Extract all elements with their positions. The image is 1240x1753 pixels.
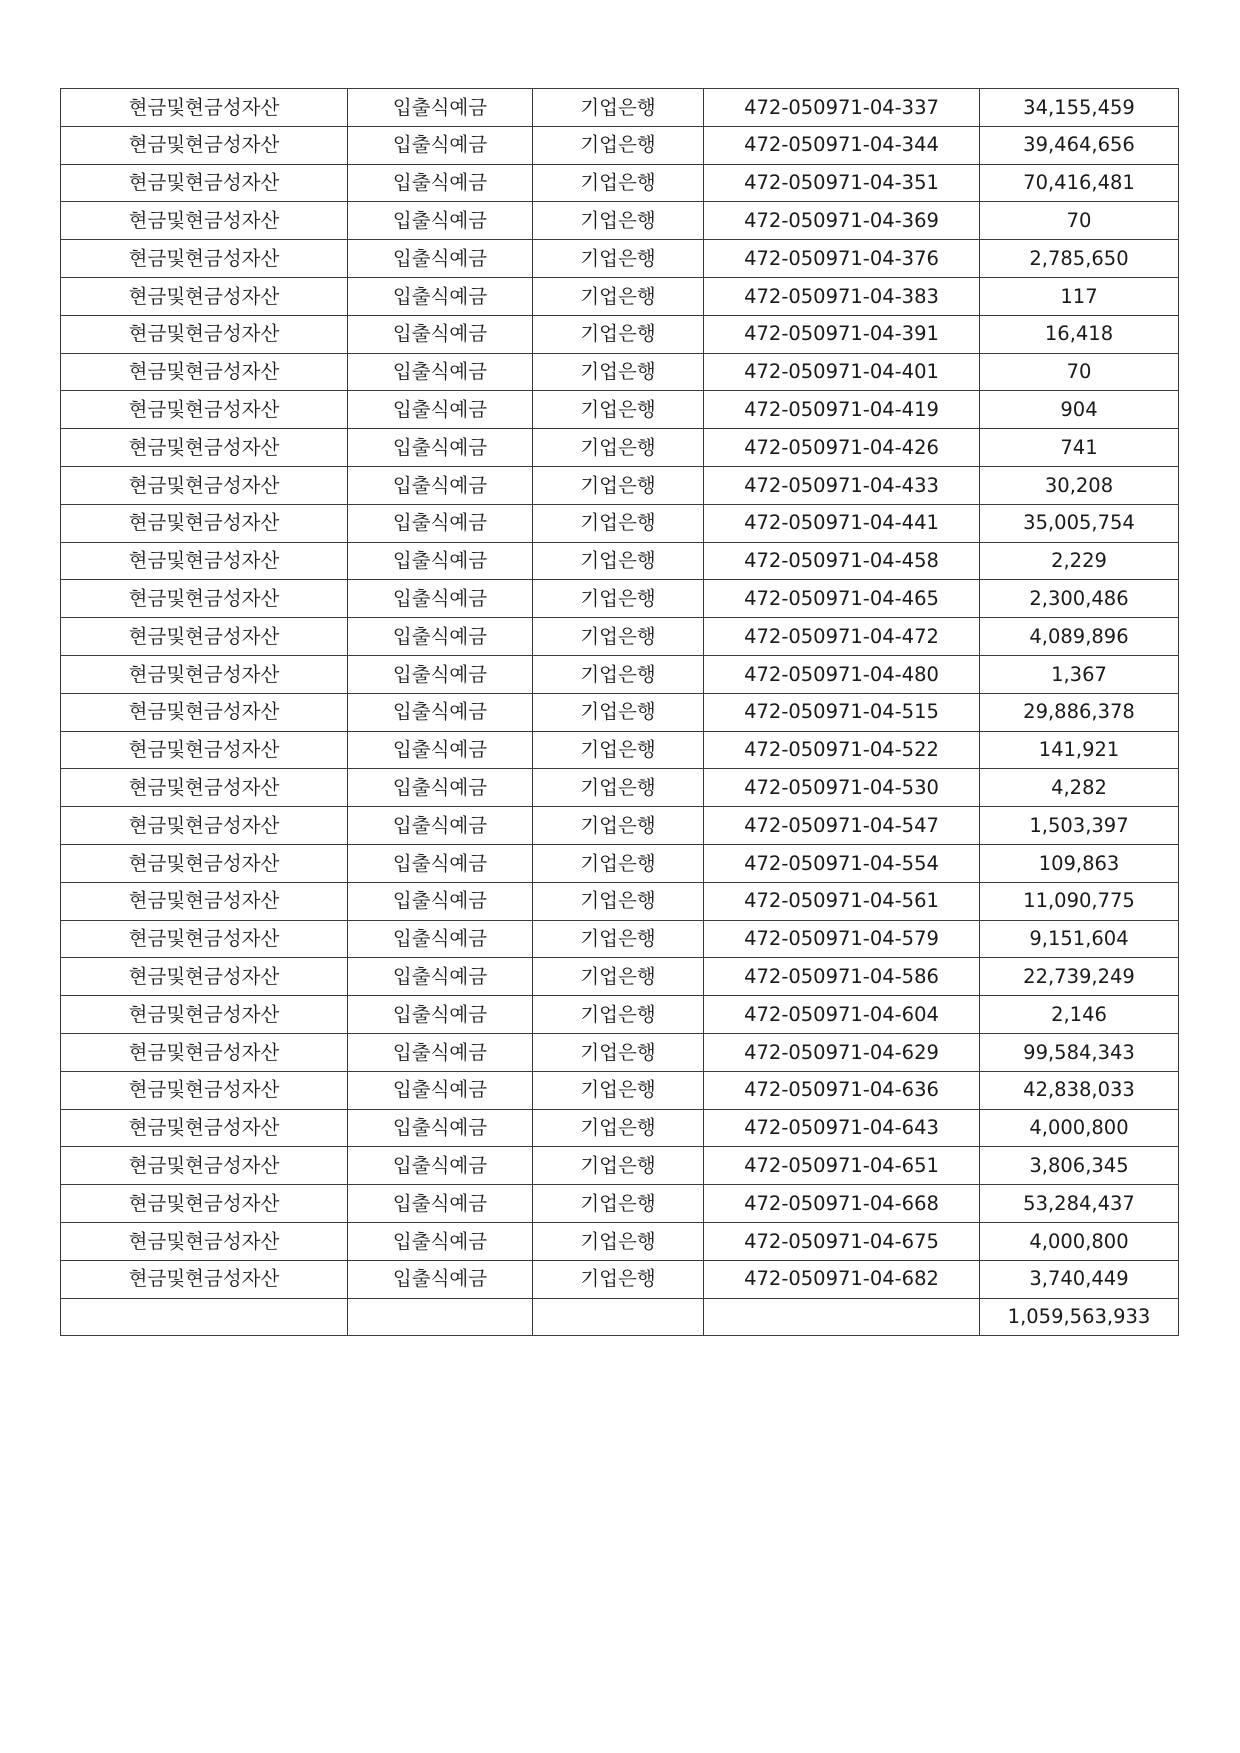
balance-cell: 4,089,896: [980, 618, 1179, 656]
deposit-type-cell: 입출식예금: [348, 1185, 533, 1223]
deposit-type-cell: 입출식예금: [348, 315, 533, 353]
account-number-cell: 472-050971-04-643: [704, 1109, 980, 1147]
account-category-cell: 현금및현금성자산: [61, 580, 348, 618]
table-row: [61, 1071, 1179, 1109]
balance-cell: 22,739,249: [980, 958, 1179, 996]
account-number-cell: 472-050971-04-344: [704, 126, 980, 164]
account-number-cell: 472-050971-04-586: [704, 958, 980, 996]
bank-name-cell: 기업은행: [533, 769, 704, 807]
deposit-type-cell: 입출식예금: [348, 542, 533, 580]
deposit-type-cell: 입출식예금: [348, 1109, 533, 1147]
balance-cell: 141,921: [980, 731, 1179, 769]
balance-cell: 1,367: [980, 655, 1179, 693]
account-category-cell: 현금및현금성자산: [61, 958, 348, 996]
balance-cell: 1,503,397: [980, 807, 1179, 845]
account-category-cell: 현금및현금성자산: [61, 466, 348, 504]
table-row: [61, 807, 1179, 845]
account-category-cell: 현금및현금성자산: [61, 655, 348, 693]
table-row: [61, 240, 1179, 278]
table-row: [61, 693, 1179, 731]
bank-name-cell: 기업은행: [533, 126, 704, 164]
account-category-cell: 현금및현금성자산: [61, 920, 348, 958]
table-row: [61, 958, 1179, 996]
account-category-cell: 현금및현금성자산: [61, 693, 348, 731]
account-number-cell: 472-050971-04-369: [704, 202, 980, 240]
deposit-type-cell: 입출식예금: [348, 996, 533, 1034]
deposit-type-cell: 입출식예금: [348, 807, 533, 845]
balance-cell: 3,806,345: [980, 1147, 1179, 1185]
table-row: [61, 580, 1179, 618]
account-category-cell: 현금및현금성자산: [61, 202, 348, 240]
table-row: [61, 164, 1179, 202]
bank-name-cell: 기업은행: [533, 89, 704, 127]
account-number-cell: 472-050971-04-480: [704, 655, 980, 693]
table-row: [61, 731, 1179, 769]
deposit-type-cell: 입출식예금: [348, 466, 533, 504]
total-empty-cell: [704, 1298, 980, 1336]
balance-cell: 2,229: [980, 542, 1179, 580]
balance-cell: 99,584,343: [980, 1033, 1179, 1071]
account-number-cell: 472-050971-04-636: [704, 1071, 980, 1109]
deposit-type-cell: 입출식예금: [348, 353, 533, 391]
account-category-cell: 현금및현금성자산: [61, 240, 348, 278]
bank-name-cell: 기업은행: [533, 353, 704, 391]
deposit-type-cell: 입출식예금: [348, 429, 533, 467]
account-category-cell: 현금및현금성자산: [61, 1222, 348, 1260]
account-number-cell: 472-050971-04-433: [704, 466, 980, 504]
balance-cell: 109,863: [980, 844, 1179, 882]
account-number-cell: 472-050971-04-668: [704, 1185, 980, 1223]
bank-name-cell: 기업은행: [533, 655, 704, 693]
bank-name-cell: 기업은행: [533, 731, 704, 769]
balance-cell: 35,005,754: [980, 504, 1179, 542]
account-number-cell: 472-050971-04-547: [704, 807, 980, 845]
table-row: [61, 353, 1179, 391]
total-balance-cell: 1,059,563,933: [980, 1298, 1179, 1336]
balance-cell: 42,838,033: [980, 1071, 1179, 1109]
deposit-type-cell: 입출식예금: [348, 731, 533, 769]
bank-name-cell: 기업은행: [533, 1222, 704, 1260]
table-row: [61, 466, 1179, 504]
account-category-cell: 현금및현금성자산: [61, 807, 348, 845]
account-balance-table: [60, 88, 1179, 1336]
bank-name-cell: 기업은행: [533, 542, 704, 580]
bank-name-cell: 기업은행: [533, 277, 704, 315]
balance-cell: 34,155,459: [980, 89, 1179, 127]
deposit-type-cell: 입출식예금: [348, 164, 533, 202]
account-number-cell: 472-050971-04-561: [704, 882, 980, 920]
table-row: [61, 429, 1179, 467]
balance-cell: 2,300,486: [980, 580, 1179, 618]
bank-name-cell: 기업은행: [533, 1185, 704, 1223]
account-number-cell: 472-050971-04-458: [704, 542, 980, 580]
bank-name-cell: 기업은행: [533, 202, 704, 240]
account-number-cell: 472-050971-04-579: [704, 920, 980, 958]
bank-name-cell: 기업은행: [533, 920, 704, 958]
account-category-cell: 현금및현금성자산: [61, 769, 348, 807]
bank-name-cell: 기업은행: [533, 1109, 704, 1147]
account-category-cell: 현금및현금성자산: [61, 391, 348, 429]
bank-name-cell: 기업은행: [533, 504, 704, 542]
bank-name-cell: 기업은행: [533, 1147, 704, 1185]
deposit-type-cell: 입출식예금: [348, 958, 533, 996]
bank-name-cell: 기업은행: [533, 580, 704, 618]
account-number-cell: 472-050971-04-383: [704, 277, 980, 315]
table-row: [61, 1033, 1179, 1071]
total-empty-cell: [533, 1298, 704, 1336]
account-category-cell: 현금및현금성자산: [61, 1033, 348, 1071]
balance-cell: 2,146: [980, 996, 1179, 1034]
account-category-cell: 현금및현금성자산: [61, 1260, 348, 1298]
account-category-cell: 현금및현금성자산: [61, 844, 348, 882]
bank-name-cell: 기업은행: [533, 164, 704, 202]
balance-cell: 70: [980, 353, 1179, 391]
table-row: [61, 202, 1179, 240]
balance-cell: 16,418: [980, 315, 1179, 353]
table-row: [61, 1185, 1179, 1223]
account-number-cell: 472-050971-04-682: [704, 1260, 980, 1298]
table-row: [61, 315, 1179, 353]
deposit-type-cell: 입출식예금: [348, 391, 533, 429]
table-row: [61, 920, 1179, 958]
account-category-cell: 현금및현금성자산: [61, 353, 348, 391]
balance-cell: 4,282: [980, 769, 1179, 807]
table-row: [61, 655, 1179, 693]
balance-cell: 11,090,775: [980, 882, 1179, 920]
account-number-cell: 472-050971-04-419: [704, 391, 980, 429]
deposit-type-cell: 입출식예금: [348, 920, 533, 958]
table-row: [61, 89, 1179, 127]
balance-cell: 2,785,650: [980, 240, 1179, 278]
account-category-cell: 현금및현금성자산: [61, 277, 348, 315]
balance-cell: 70,416,481: [980, 164, 1179, 202]
account-category-cell: 현금및현금성자산: [61, 731, 348, 769]
table-row: [61, 996, 1179, 1034]
bank-name-cell: 기업은행: [533, 996, 704, 1034]
balance-cell: 9,151,604: [980, 920, 1179, 958]
account-category-cell: 현금및현금성자산: [61, 126, 348, 164]
account-category-cell: 현금및현금성자산: [61, 315, 348, 353]
balance-cell: 4,000,800: [980, 1222, 1179, 1260]
total-empty-cell: [61, 1298, 348, 1336]
balance-cell: 53,284,437: [980, 1185, 1179, 1223]
bank-name-cell: 기업은행: [533, 618, 704, 656]
account-category-cell: 현금및현금성자산: [61, 618, 348, 656]
account-number-cell: 472-050971-04-401: [704, 353, 980, 391]
account-number-cell: 472-050971-04-472: [704, 618, 980, 656]
account-category-cell: 현금및현금성자산: [61, 542, 348, 580]
account-number-cell: 472-050971-04-530: [704, 769, 980, 807]
account-number-cell: 472-050971-04-376: [704, 240, 980, 278]
bank-name-cell: 기업은행: [533, 240, 704, 278]
table-row: [61, 126, 1179, 164]
bank-name-cell: 기업은행: [533, 1071, 704, 1109]
account-number-cell: 472-050971-04-337: [704, 89, 980, 127]
balance-cell: 4,000,800: [980, 1109, 1179, 1147]
total-empty-cell: [348, 1298, 533, 1336]
account-category-cell: 현금및현금성자산: [61, 882, 348, 920]
bank-name-cell: 기업은행: [533, 693, 704, 731]
bank-name-cell: 기업은행: [533, 466, 704, 504]
account-category-cell: 현금및현금성자산: [61, 1147, 348, 1185]
table-row: [61, 1260, 1179, 1298]
balance-cell: 70: [980, 202, 1179, 240]
deposit-type-cell: 입출식예금: [348, 202, 533, 240]
table-row: [61, 1109, 1179, 1147]
bank-name-cell: 기업은행: [533, 958, 704, 996]
account-number-cell: 472-050971-04-351: [704, 164, 980, 202]
balance-cell: 39,464,656: [980, 126, 1179, 164]
balance-cell: 3,740,449: [980, 1260, 1179, 1298]
table-row: [61, 844, 1179, 882]
bank-name-cell: 기업은행: [533, 1260, 704, 1298]
table-row: [61, 542, 1179, 580]
account-number-cell: 472-050971-04-515: [704, 693, 980, 731]
account-category-cell: 현금및현금성자산: [61, 1071, 348, 1109]
account-category-cell: 현금및현금성자산: [61, 504, 348, 542]
table-row: [61, 1222, 1179, 1260]
deposit-type-cell: 입출식예금: [348, 1147, 533, 1185]
account-number-cell: 472-050971-04-651: [704, 1147, 980, 1185]
table-row: [61, 504, 1179, 542]
account-number-cell: 472-050971-04-522: [704, 731, 980, 769]
deposit-type-cell: 입출식예금: [348, 126, 533, 164]
account-category-cell: 현금및현금성자산: [61, 1185, 348, 1223]
account-number-cell: 472-050971-04-554: [704, 844, 980, 882]
deposit-type-cell: 입출식예금: [348, 1071, 533, 1109]
balance-cell: 741: [980, 429, 1179, 467]
bank-name-cell: 기업은행: [533, 391, 704, 429]
deposit-type-cell: 입출식예금: [348, 655, 533, 693]
total-row: [61, 1298, 1179, 1336]
deposit-type-cell: 입출식예금: [348, 89, 533, 127]
table-row: [61, 618, 1179, 656]
account-number-cell: 472-050971-04-391: [704, 315, 980, 353]
account-number-cell: 472-050971-04-604: [704, 996, 980, 1034]
deposit-type-cell: 입출식예금: [348, 504, 533, 542]
deposit-type-cell: 입출식예금: [348, 882, 533, 920]
account-number-cell: 472-050971-04-441: [704, 504, 980, 542]
account-number-cell: 472-050971-04-465: [704, 580, 980, 618]
deposit-type-cell: 입출식예금: [348, 277, 533, 315]
account-number-cell: 472-050971-04-675: [704, 1222, 980, 1260]
balance-cell: 29,886,378: [980, 693, 1179, 731]
deposit-type-cell: 입출식예금: [348, 844, 533, 882]
balance-cell: 117: [980, 277, 1179, 315]
table-row: [61, 277, 1179, 315]
deposit-type-cell: 입출식예금: [348, 240, 533, 278]
account-number-cell: 472-050971-04-426: [704, 429, 980, 467]
bank-name-cell: 기업은행: [533, 844, 704, 882]
bank-name-cell: 기업은행: [533, 882, 704, 920]
deposit-type-cell: 입출식예금: [348, 1033, 533, 1071]
account-category-cell: 현금및현금성자산: [61, 89, 348, 127]
account-balance-table-body: [61, 89, 1179, 1336]
account-category-cell: 현금및현금성자산: [61, 164, 348, 202]
table-row: [61, 882, 1179, 920]
table-row: [61, 391, 1179, 429]
deposit-type-cell: 입출식예금: [348, 1260, 533, 1298]
balance-cell: 30,208: [980, 466, 1179, 504]
balance-cell: 904: [980, 391, 1179, 429]
bank-name-cell: 기업은행: [533, 315, 704, 353]
bank-name-cell: 기업은행: [533, 1033, 704, 1071]
deposit-type-cell: 입출식예금: [348, 1222, 533, 1260]
deposit-type-cell: 입출식예금: [348, 693, 533, 731]
bank-name-cell: 기업은행: [533, 807, 704, 845]
bank-name-cell: 기업은행: [533, 429, 704, 467]
table-row: [61, 1147, 1179, 1185]
account-category-cell: 현금및현금성자산: [61, 996, 348, 1034]
deposit-type-cell: 입출식예금: [348, 769, 533, 807]
account-category-cell: 현금및현금성자산: [61, 429, 348, 467]
deposit-type-cell: 입출식예금: [348, 580, 533, 618]
account-number-cell: 472-050971-04-629: [704, 1033, 980, 1071]
table-row: [61, 769, 1179, 807]
deposit-type-cell: 입출식예금: [348, 618, 533, 656]
account-category-cell: 현금및현금성자산: [61, 1109, 348, 1147]
